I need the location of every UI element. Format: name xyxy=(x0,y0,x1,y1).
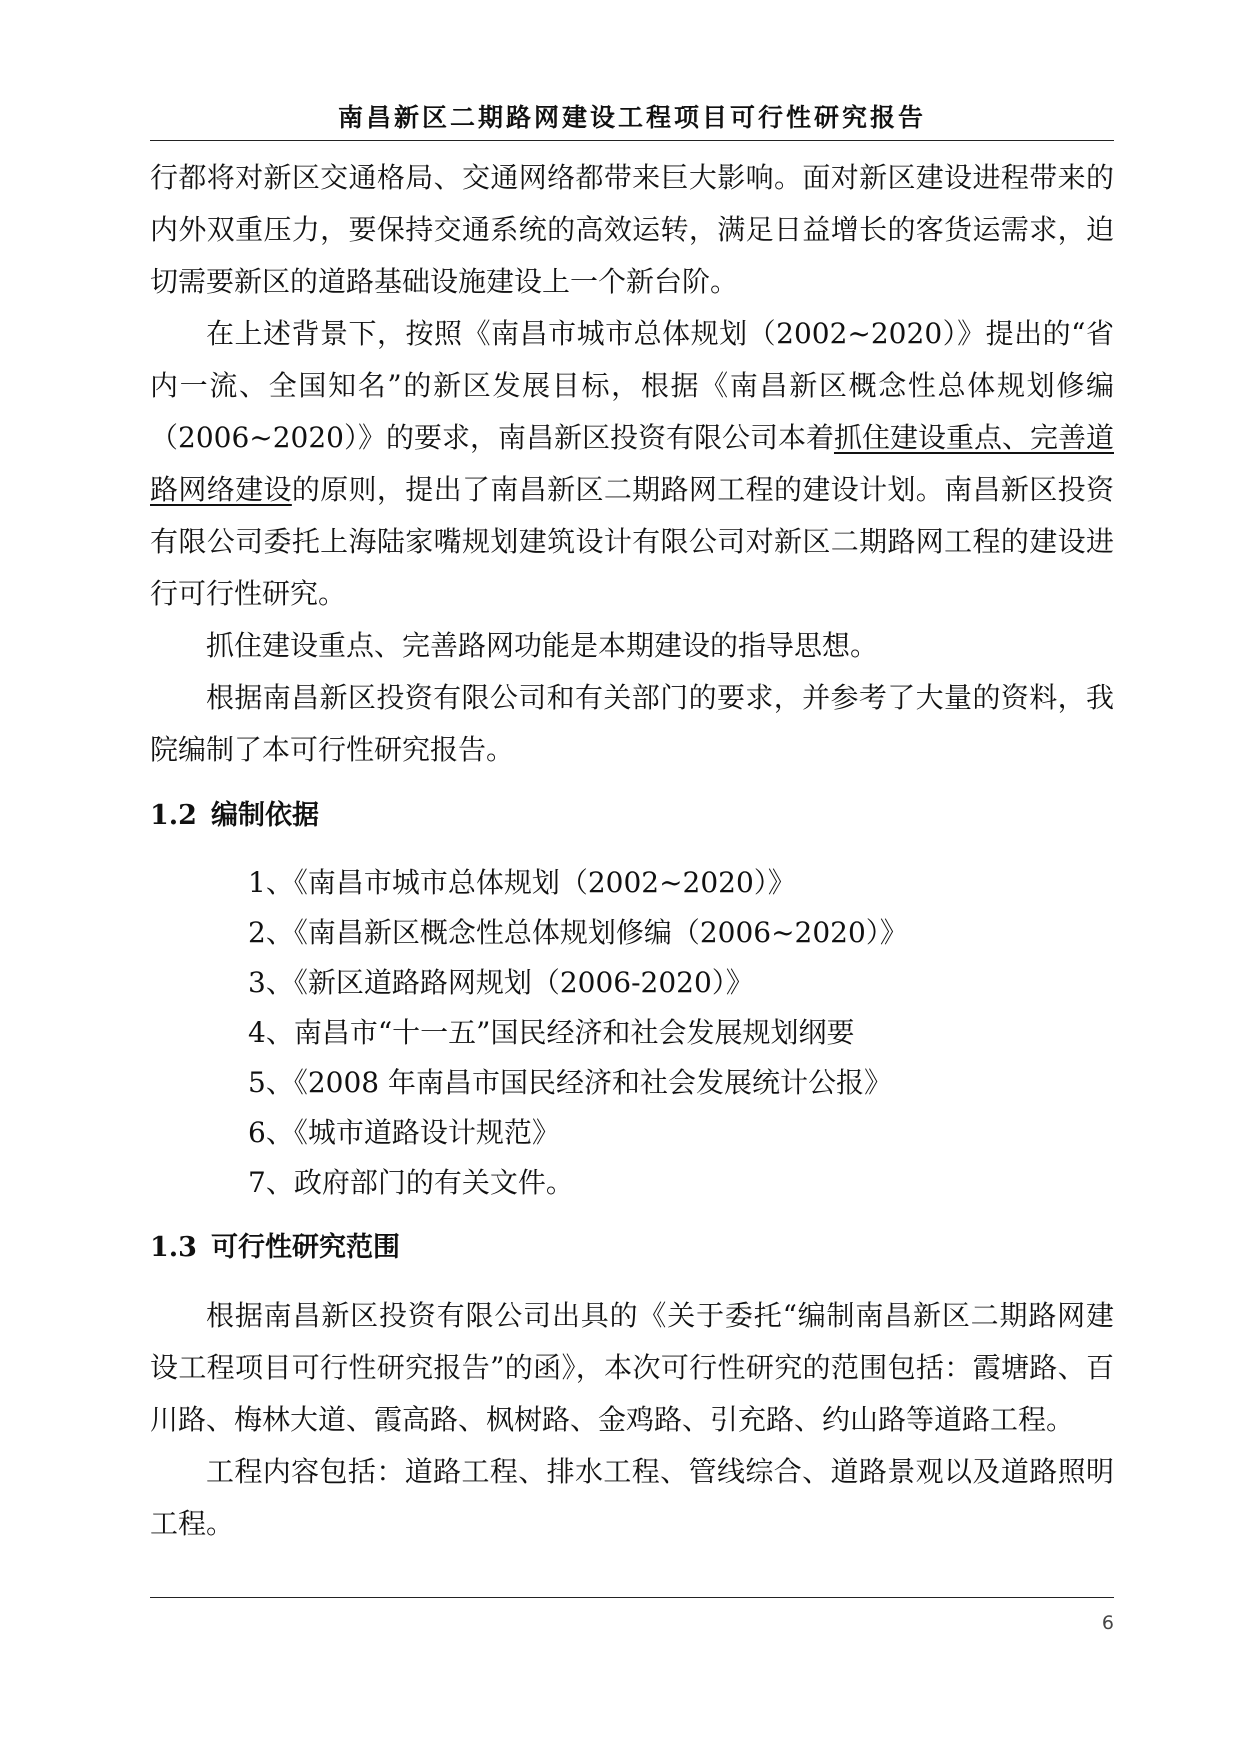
section-number: 1.3 xyxy=(150,1232,197,1263)
page-number: 6 xyxy=(1101,1612,1114,1634)
reference-item: 2、《南昌新区概念性总体规划修编（2006~2020）》 xyxy=(248,916,908,949)
reference-item: 5、《2008 年南昌市国民经济和社会发展统计公报》 xyxy=(248,1066,892,1099)
section-heading-1-2 xyxy=(150,794,1114,838)
body-paragraph-4: 根据南昌新区投资有限公司和有关部门的要求，并参考了大量的资料，我院编制了本可行性研究报告。 xyxy=(150,681,1114,766)
section-heading-1-3 xyxy=(150,1226,1114,1270)
body-paragraph-3: 抓住建设重点、完善路网功能是本期建设的指导思想。 xyxy=(206,629,879,662)
reference-item: 1、《南昌市城市总体规划（2002~2020）》 xyxy=(248,866,796,899)
scope-paragraph-2: 工程内容包括：道路工程、排水工程、管线综合、道路景观以及道路照明工程。 xyxy=(150,1455,1114,1540)
reference-item: 4、南昌市“十一五”国民经济和社会发展规划纲要 xyxy=(248,1016,855,1049)
underlined-phrase: 抓住建设重点、完善道路网络建设 xyxy=(150,421,1114,506)
page-header-title: 南昌新区二期路网建设工程项目可行性研究报告 xyxy=(337,103,926,132)
reference-item: 7、政府部门的有关文件。 xyxy=(248,1166,574,1199)
body-paragraph-2 xyxy=(150,308,1114,620)
body-paragraph-2-text-b: 的原则，提出了南昌新区二期路网工程的建设计划。南昌新区投资有限公司委托上海陆家嘴规划建筑设计有限公司对新区二期路网工程的建设进行可行性研究。 xyxy=(150,473,1114,610)
reference-item: 3、《新区道路路网规划（2006-2020）》 xyxy=(248,966,754,999)
reference-item: 6、《城市道路设计规范》 xyxy=(248,1116,560,1149)
page-content xyxy=(150,152,1114,1550)
scope-paragraph-1: 根据南昌新区投资有限公司出具的《关于委托“编制南昌新区二期路网建设工程项目可行性研究报告”的函》，本次可行性研究的范围包括：霞塘路、百川路、梅林大道、霞高路、枫树路、金鸡路、引充路、约山路等道路工程。 xyxy=(150,1299,1114,1436)
section-title: 编制依据 xyxy=(210,800,319,831)
body-paragraph-1: 行都将对新区交通格局、交通网络都带来巨大影响。面对新区建设进程带来的内外双重压力，要保持交通系统的高效运转，满足日益增长的客货运需求，迫切需要新区的道路基础设施建设上一个新台阶。 xyxy=(150,161,1114,298)
body-paragraph-2-text-a: 在上述背景下，按照《南昌市城市总体规划（2002~2020）》提出的“省内一流、全国知名”的新区发展目标，根据《南昌新区概念性总体规划修编（2006~2020）》的要求，南昌新区投资有限公司本着 xyxy=(150,317,1114,454)
footer-divider xyxy=(150,1597,1114,1598)
section-title: 可行性研究范围 xyxy=(210,1232,400,1263)
reference-list xyxy=(150,858,1114,1208)
section-number: 1.2 xyxy=(150,800,197,831)
header-divider xyxy=(150,140,1114,141)
